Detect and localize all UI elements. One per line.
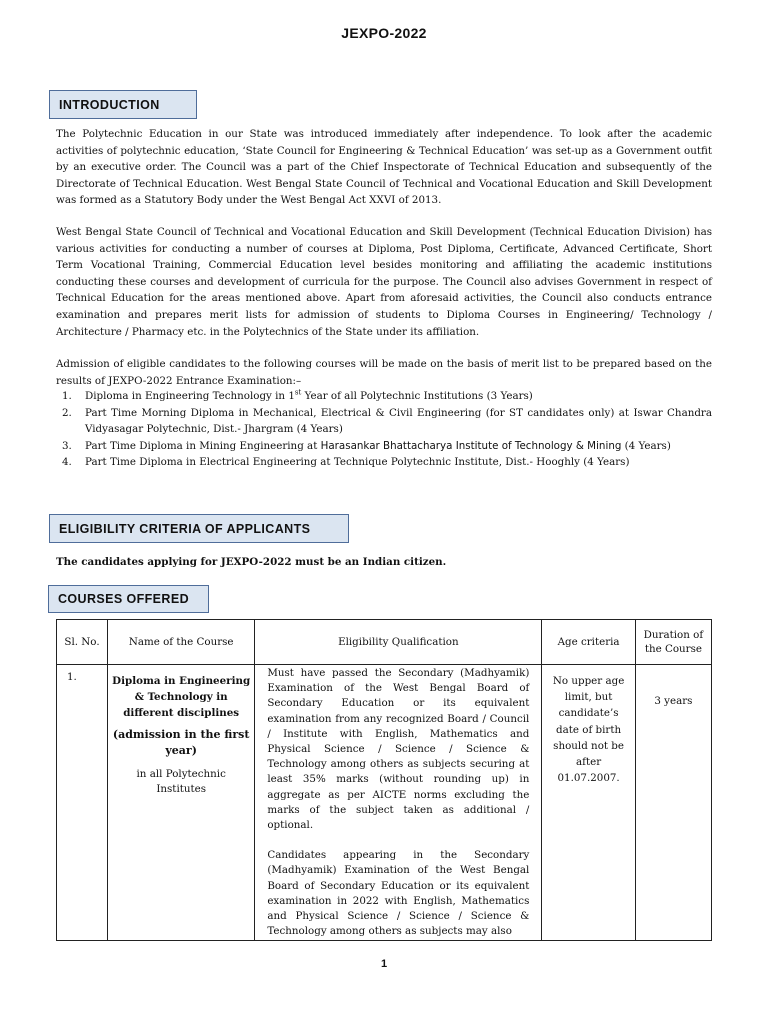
intro-paragraph-2: West Bengal State Council of Technical and Vocational Education and Skill Development (Technical Education Division) has various activities for conducting a number of courses at Diploma, Post Diploma, Certificate, Advanced Certificate, Short Term Vocational Training, Commercial Education level besides monitoring and affiliating the academic institutions conducting these courses and development of curricula for the purpose. The Council also advises Government in respect of Technical Education for the areas mentioned above. Apart from aforesaid activities, the Council also conducts entrance examination and prepares merit lists for admission of students to Diploma Courses in Engineering/ Technology / Architecture / Pharmacy etc. in the Polytechnics of the State under its affiliation. xyxy=(56,226,712,338)
header-duration: Duration of the Course xyxy=(635,620,711,665)
list-item-text: (4 Years) xyxy=(621,439,671,452)
header-sl-no: Sl. No. xyxy=(57,620,108,665)
list-item xyxy=(56,454,712,471)
intro-paragraph-3: Admission of eligible candidates to the following courses will be made on the basis of merit list to be prepared based on the results of JEXPO-2022 Entrance Examination:– xyxy=(56,358,712,387)
list-item-text: Part Time Morning Diploma in Mechanical, Electrical & Civil Engineering (for ST candidates only) at Iswar Chandra Vidyasagar Polytechnic, Dist.- Jhargram (4 Years) xyxy=(85,406,712,436)
cell-sl-no: 1. xyxy=(57,665,108,941)
list-item xyxy=(56,405,712,438)
header-eligibility: Eligibility Qualification xyxy=(255,620,542,665)
courses-offered-heading: COURSES OFFERED xyxy=(48,585,209,613)
introduction-heading: INTRODUCTION xyxy=(49,90,197,119)
course-admission-list xyxy=(56,388,712,471)
courses-table xyxy=(56,619,712,941)
list-item xyxy=(56,388,712,405)
eligibility-paragraph-1: Must have passed the Secondary (Madhyamik) Examination of the West Bengal Board of Secondary Education or its equivalent examination from any recognized Board / Council / Institute with English, Mathematics and Physical Science / Science / Science & Technology among others as subjects securing at least 35% marks (without rounding up) in aggregate as per AICTE norms excluding the marks of the subject taken as additional / optional. xyxy=(267,667,530,832)
course-institutes: in all Polytechnic Institutes xyxy=(136,768,226,795)
intro-paragraph-1: The Polytechnic Education in our State was introduced immediately after independence. To look after the academic activities of polytechnic education, ‘State Council for Engineering & Technical Education’ was set-up as a Government outfit by an executive order. The Council was a part of the Chief Inspectorate of Technical Education and subsequently of the Directorate of Technical Education. West Bengal State Council of Technical and Vocational Education and Skill Development was formed as a Statutory Body under the West Bengal Act XXVI of 2013. xyxy=(56,128,712,207)
list-item-number: 4. xyxy=(62,456,72,469)
list-item-text: Diploma in Engineering Technology in 1 xyxy=(85,390,295,402)
cell-eligibility xyxy=(255,665,542,941)
list-item-text: Part Time Diploma in Electrical Engineering at Technique Polytechnic Institute, Dist.- Hooghly (4 Years) xyxy=(85,456,630,469)
header-course-name: Name of the Course xyxy=(108,620,255,665)
list-item-text: Year of all Polytechnic Institutions (3 Years) xyxy=(301,390,533,402)
list-item-text: Part Time Diploma in Mining Engineering at xyxy=(85,439,321,452)
cell-course-name xyxy=(108,665,255,941)
cell-duration xyxy=(635,665,711,941)
eligibility-paragraph-2: Candidates appearing in the Secondary (Madhyamik) Examination of the West Bengal Board of Secondary Education or its equivalent examination in 2022 with English, Mathematics and Physical Science / Science / Science & Technology among others as subjects may also xyxy=(267,849,530,938)
course-title: Diploma in Engineering & Technology in different disciplines xyxy=(112,675,251,719)
citizenship-requirement: The candidates applying for JEXPO-2022 must be an Indian citizen. xyxy=(56,556,447,568)
cell-age xyxy=(542,665,635,941)
list-item-superscript: st xyxy=(294,388,302,397)
list-item xyxy=(56,438,712,455)
page-number: 1 xyxy=(380,958,388,970)
table-header-row xyxy=(57,620,712,665)
course-admission-note: (admission in the first year) xyxy=(112,728,250,757)
list-item-number: 3. xyxy=(62,439,72,452)
institute-name: Harasankar Bhattacharya Institute of Technology & Mining xyxy=(320,439,622,452)
eligibility-heading: ELIGIBILITY CRITERIA OF APPLICANTS xyxy=(49,514,349,543)
document-title: JEXPO-2022 xyxy=(341,25,427,41)
list-item-number: 2. xyxy=(62,406,72,419)
duration-text: 3 years xyxy=(654,695,693,707)
header-age: Age criteria xyxy=(542,620,635,665)
age-criteria-text: No upper age limit, but candidate’s date of birth should not be after 01.07.2007. xyxy=(552,675,625,785)
list-item-number: 1. xyxy=(62,390,72,402)
table-row xyxy=(57,665,712,941)
